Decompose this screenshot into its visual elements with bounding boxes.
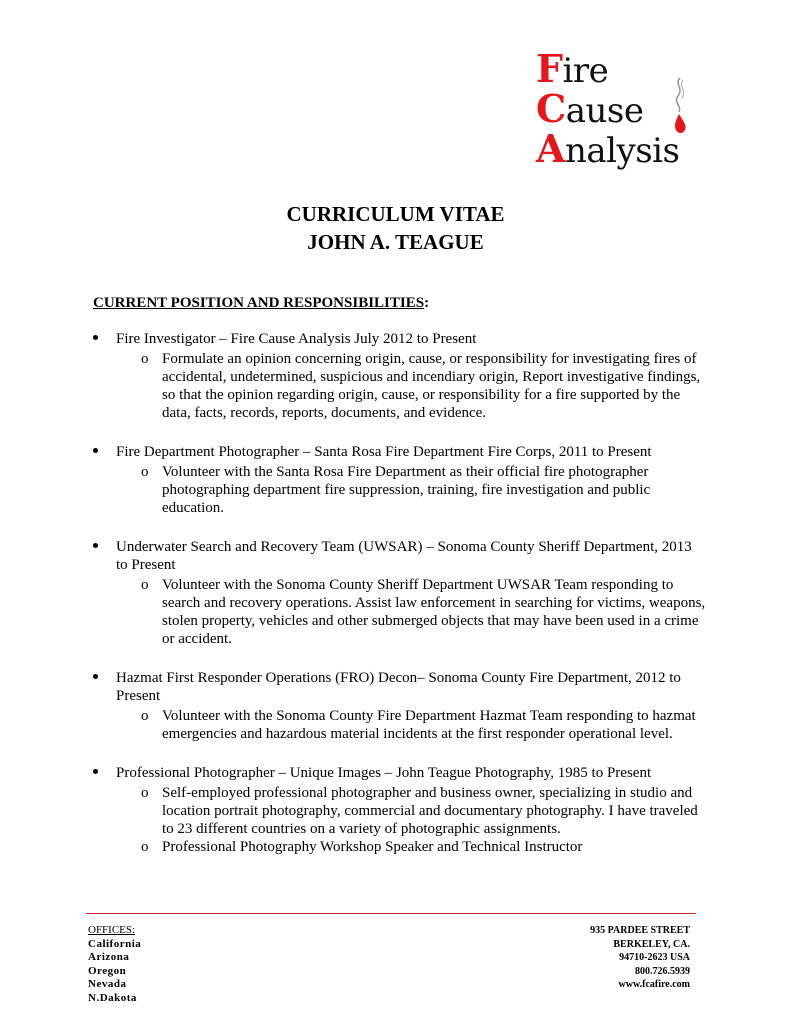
company-address <box>590 924 690 992</box>
offices-label: OFFICES: <box>88 924 136 936</box>
logo-cap-c: C <box>536 86 566 131</box>
address-street: 935 PARDEE STREET <box>590 925 690 936</box>
sub-bullet-icon: o <box>141 785 149 801</box>
fire-cause-analysis-logo <box>536 48 706 178</box>
bullet-icon <box>91 669 107 687</box>
footer-divider <box>86 913 696 914</box>
logo-rest-ause: ause <box>565 91 644 131</box>
address-city: BERKELEY, CA. <box>613 938 690 950</box>
position-title: Underwater Search and Recovery Team (UWSAR) – Sonoma County Sheriff Department, 2013 to Present <box>116 539 692 573</box>
responsibility-item <box>116 576 707 648</box>
section-heading-colon: : <box>424 295 430 311</box>
responsibility-text: Volunteer with the Sonoma County Sheriff Department UWSAR Team responding to search and recovery operations. Assist law enforcement in searching for victims, weapons, stolen property, vehicles and other submerged objects that may have been used in a crime or accident. <box>162 577 706 647</box>
responsibility-item <box>116 463 707 517</box>
position-title: Professional Photographer – Unique Images – John Teague Photography, 1985 to Present <box>116 765 652 781</box>
offices-list <box>88 924 141 1005</box>
responsibility-text: Volunteer with the Santa Rosa Fire Department as their official fire photographer photographing department fire suppression, training, fire investigation and public education. <box>162 464 651 516</box>
person-name: JOHN A. TEAGUE <box>307 230 484 254</box>
bullet-icon <box>91 330 107 348</box>
address-website[interactable]: www.fcafire.com <box>618 979 690 990</box>
responsibility-text: Volunteer with the Sonoma County Fire Department Hazmat Team responding to hazmat emergencies and hazardous material incidents at the first responder operational level. <box>162 708 696 742</box>
position-entry <box>91 538 707 648</box>
position-entry <box>91 669 707 743</box>
flame-smoke-icon <box>666 76 692 136</box>
logo-line-cause <box>536 86 644 131</box>
logo-cap-f: F <box>536 46 563 91</box>
responsibility-item <box>116 784 707 838</box>
bullet-icon <box>91 764 107 782</box>
address-zip: 94710-2623 USA <box>619 952 690 963</box>
responsibility-item <box>116 707 707 743</box>
position-list <box>91 330 707 856</box>
office-location: Arizona <box>88 951 130 963</box>
logo-line-analysis <box>536 126 680 171</box>
office-location: California <box>88 937 142 950</box>
bullet-icon <box>91 443 107 461</box>
position-title: Fire Department Photographer – Santa Rosa Fire Department Fire Corps, 2011 to Present <box>116 444 652 460</box>
position-title: Hazmat First Responder Operations (FRO) Decon– Sonoma County Fire Department, 2012 to Present <box>116 670 681 704</box>
logo-cap-a: A <box>536 126 565 171</box>
position-entry <box>91 330 707 422</box>
office-location: Oregon <box>88 964 127 977</box>
document-title: CURRICULUM VITAE <box>286 202 505 226</box>
responsibility-item <box>116 838 707 856</box>
bullet-icon <box>91 538 107 556</box>
sub-bullet-icon: o <box>141 464 149 480</box>
logo-rest-nalysis: nalysis <box>564 131 680 171</box>
responsibility-text: Self-employed professional photographer and business owner, specializing in studio and location portrait photography, commercial and documentary photography. I have traveled to 23 different countries on a variety of photographic assignments. <box>162 785 698 837</box>
logo-line-fire <box>536 46 609 91</box>
sub-bullet-icon: o <box>141 351 149 367</box>
position-entry <box>91 443 707 517</box>
responsibility-list <box>116 463 707 517</box>
logo-rest-ire: ire <box>562 51 609 91</box>
sub-bullet-icon: o <box>141 577 149 593</box>
address-phone: 800.726.5939 <box>635 965 690 977</box>
section-heading <box>93 294 429 312</box>
sub-bullet-icon: o <box>141 708 149 724</box>
responsibility-list <box>116 707 707 743</box>
office-location: Nevada <box>88 978 127 990</box>
position-entry <box>91 764 707 856</box>
section-heading-text: CURRENT POSITION AND RESPONSIBILITIES <box>93 295 425 311</box>
responsibility-list <box>116 784 707 856</box>
office-location: N.Dakota <box>88 991 137 1004</box>
responsibility-text: Formulate an opinion concerning origin, cause, or responsibility for investigating fires of accidental, undetermined, suspicious and incendiary origin, Report investigative findings, so that the opinion regarding origin, cause, or responsibility for a fire supported by the data, facts, records, reports, documents, and evidence. <box>162 351 701 421</box>
responsibility-list <box>116 576 707 648</box>
position-title: Fire Investigator – Fire Cause Analysis July 2012 to Present <box>116 331 477 347</box>
responsibility-text: Professional Photography Workshop Speaker and Technical Instructor <box>162 839 583 855</box>
sub-bullet-icon: o <box>141 839 149 855</box>
responsibility-list <box>116 350 707 422</box>
responsibility-item <box>116 350 707 422</box>
